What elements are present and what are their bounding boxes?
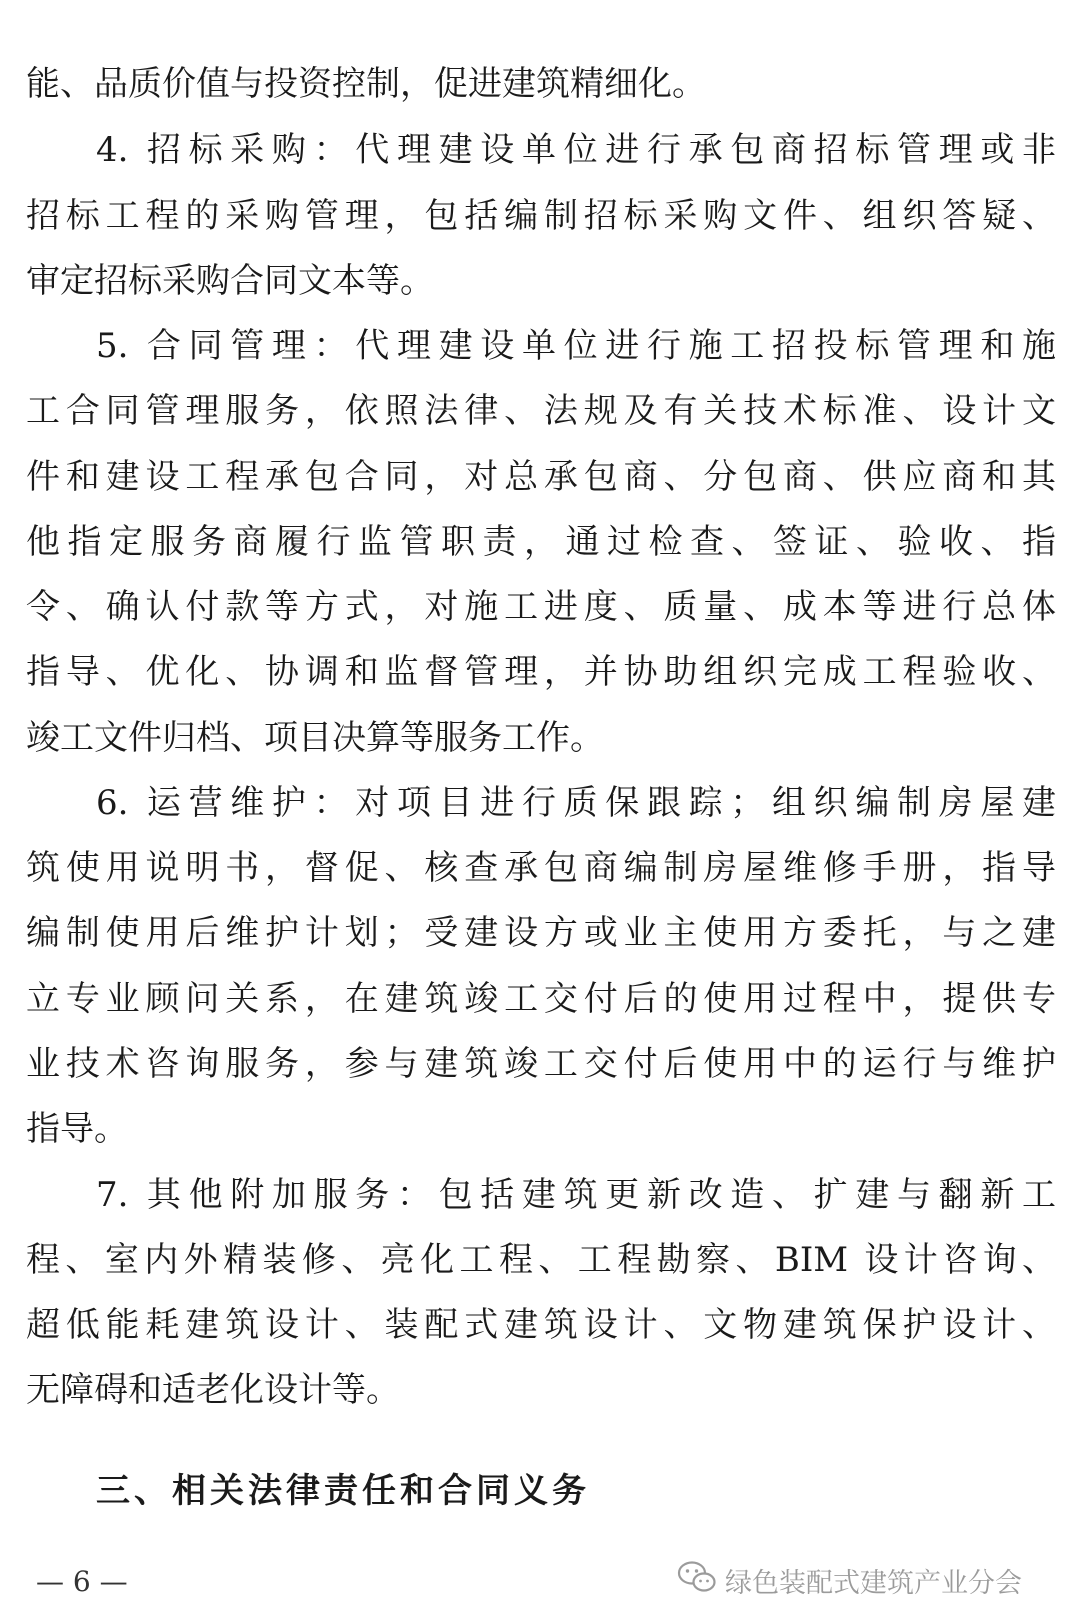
paragraph-line: 工合同管理服务，依照法律、法规及有关技术标准、设计文 — [26, 391, 1056, 431]
wechat-icon — [677, 1560, 717, 1601]
paragraph-line: 超低能耗建筑设计、装配式建筑设计、文物建筑保护设计、 — [26, 1305, 1056, 1345]
paragraph-line: 能、品质价值与投资控制，促进建筑精细化。 — [26, 64, 706, 104]
paragraph-line: 筑使用说明书，督促、核查承包商编制房屋维修手册，指导 — [26, 848, 1056, 888]
paragraph-line: 令、确认付款等方式，对施工进度、质量、成本等进行总体 — [26, 587, 1056, 627]
paragraph-line: 他指定服务商履行监管职责，通过检查、签证、验收、指 — [26, 522, 1056, 562]
paragraph-line: 7. 其他附加服务：包括建筑更新改造、扩建与翻新工 — [96, 1175, 1056, 1215]
paragraph-line: 编制使用后维护计划；受建设方或业主使用方委托，与之建 — [26, 913, 1056, 953]
paragraph-line: 审定招标采购合同文本等。 — [26, 261, 434, 301]
paragraph-line: 5. 合同管理：代理建设单位进行施工招投标管理和施 — [96, 326, 1056, 366]
paragraph-line: 招标工程的采购管理，包括编制招标采购文件、组织答疑、 — [26, 196, 1056, 236]
paragraph-line: 程、室内外精装修、亮化工程、工程勘察、BIM 设计咨询、 — [26, 1240, 1056, 1280]
paragraph-line: 无障碍和适老化设计等。 — [26, 1370, 400, 1410]
watermark-text: 绿色装配式建筑产业分会 — [725, 1567, 1022, 1599]
page-number: — 6 — — [36, 1565, 128, 1598]
paragraph-line: 立专业顾问关系，在建筑竣工交付后的使用过程中，提供专 — [26, 979, 1056, 1019]
paragraph-line: 指导。 — [26, 1109, 128, 1149]
paragraph-line: 4. 招标采购：代理建设单位进行承包商招标管理或非 — [96, 130, 1056, 170]
paragraph-line: 6. 运营维护：对项目进行质保跟踪；组织编制房屋建 — [96, 783, 1056, 823]
paragraph-line: 件和建设工程承包合同，对总承包商、分包商、供应商和其 — [26, 457, 1056, 497]
paragraph-line: 指导、优化、协调和监督管理，并协助组织完成工程验收、 — [26, 652, 1056, 692]
watermark — [677, 1558, 1022, 1602]
paragraph-line: 业技术咨询服务，参与建筑竣工交付后使用中的运行与维护 — [26, 1044, 1056, 1084]
section-heading: 三、相关法律责任和合同义务 — [96, 1471, 590, 1511]
paragraph-line: 竣工文件归档、项目决算等服务工作。 — [26, 718, 604, 758]
